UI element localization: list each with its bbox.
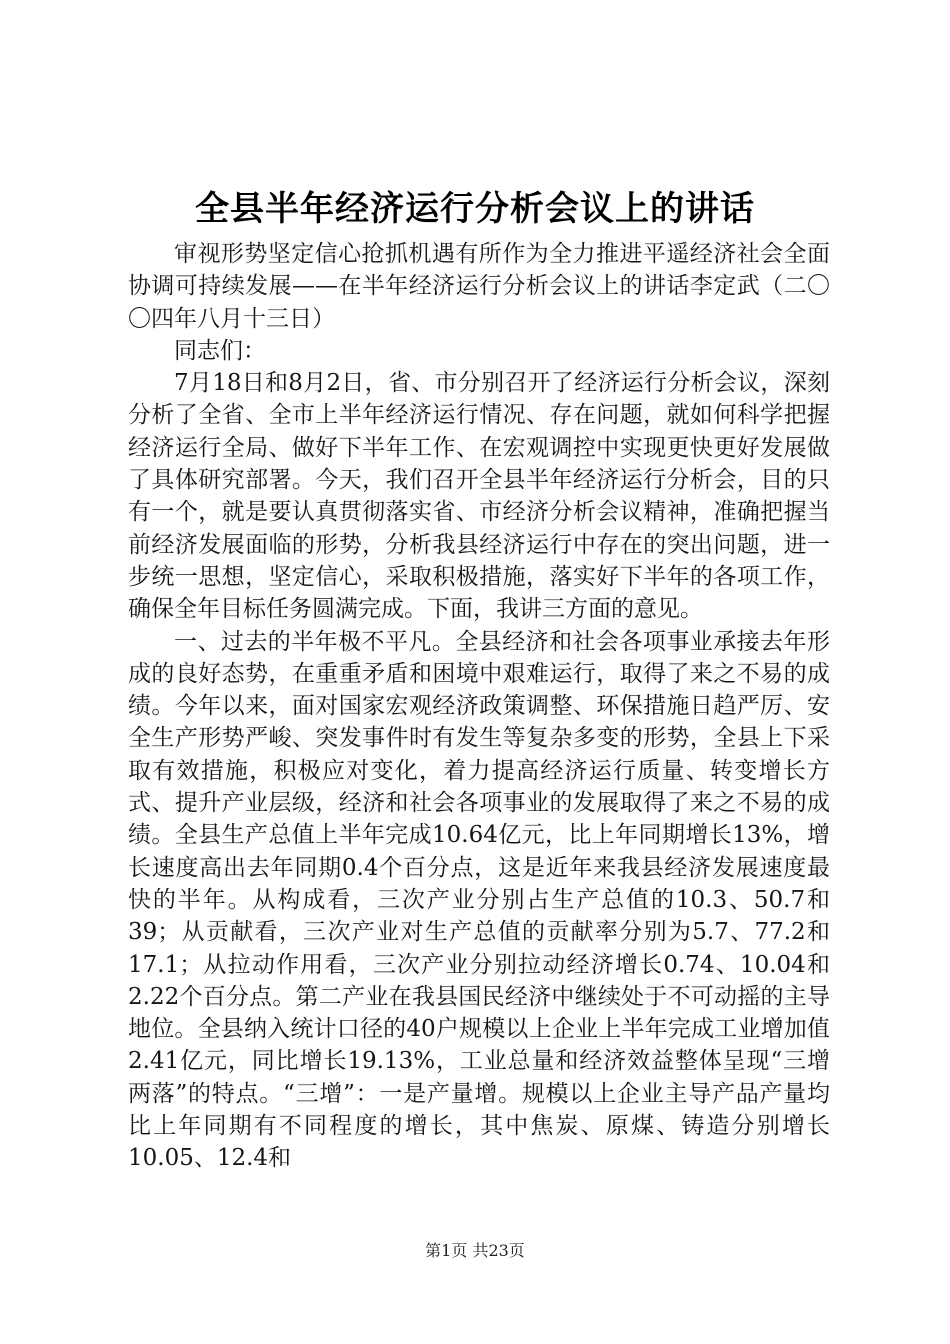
page-title: 全县半年经济运行分析会议上的讲话 [195, 189, 755, 229]
paragraph-subtitle: 审视形势坚定信心抢抓机遇有所作为全力推进平遥经济社会全面协调可持续发展——在半年经济运行分析会议上的讲话李定武（二〇〇四年八月十三日） [128, 241, 830, 332]
paragraph-section-one: 一、过去的半年极不平凡。全县经济和社会各项事业承接去年形成的良好态势，在重重矛盾和困境中艰难运行，取得了来之不易的成绩。今年以来，面对国家宏观经济政策调整、环保措施日趋严厉、安全生产形势严峻、突发事件时有发生等复杂多变的形势，全县上下采取有效措施，积极应对变化，着力提高经济运行质量、转变增长方式、提升产业层级，经济和社会各项事业的发展取得了来之不易的成绩。全县生产总值上半年完成10.64亿元，比上年同期增长13%，增长速度高出去年同期0.4个百分点，这是近年来我县经济发展速度最快的半年。从构成看，三次产业分别占生产总值的10.3、50.7和39；从贡献看，三次产业对生产总值的贡献率分别为5.7、77.2和17.1；从拉动作用看，三次产业分别拉动经济增长0.74、10.04和2.22个百分点。第二产业在我县国民经济中继续处于不可动摇的主导地位。全县纳入统计口径的40户规模以上企业上半年完成工业增加值2.41亿元，同比增长19.13%，工业总量和经济效益整体呈现“三增两落”的特点。“三增”：一是产量增。规模以上企业主导产品产量均比上年同期有不同程度的增长，其中焦炭、原煤、铸造分别增长10.05、12.4和 [128, 628, 830, 1172]
paragraph-intro: 7月18日和8月2日，省、市分别召开了经济运行分析会议，深刻分析了全省、全市上半年经济运行情况、存在问题，就如何科学把握经济运行全局、做好下半年工作、在宏观调控中实现更快更好发展做了具体研究部署。今天，我们召开全县半年经济运行分析会，目的只有一个，就是要认真贯彻落实省、市经济分析会议精神，准确把握当前经济发展面临的形势，分析我县经济运行中存在的突出问题，进一步统一思想，坚定信心，采取积极措施，落实好下半年的各项工作，确保全年目标任务圆满完成。下面，我讲三方面的意见。 [128, 370, 830, 623]
document-body [128, 238, 830, 1175]
paragraph-salutation: 同志们： [174, 337, 266, 364]
page-number-footer: 第1页 共23页 [425, 1241, 525, 1260]
